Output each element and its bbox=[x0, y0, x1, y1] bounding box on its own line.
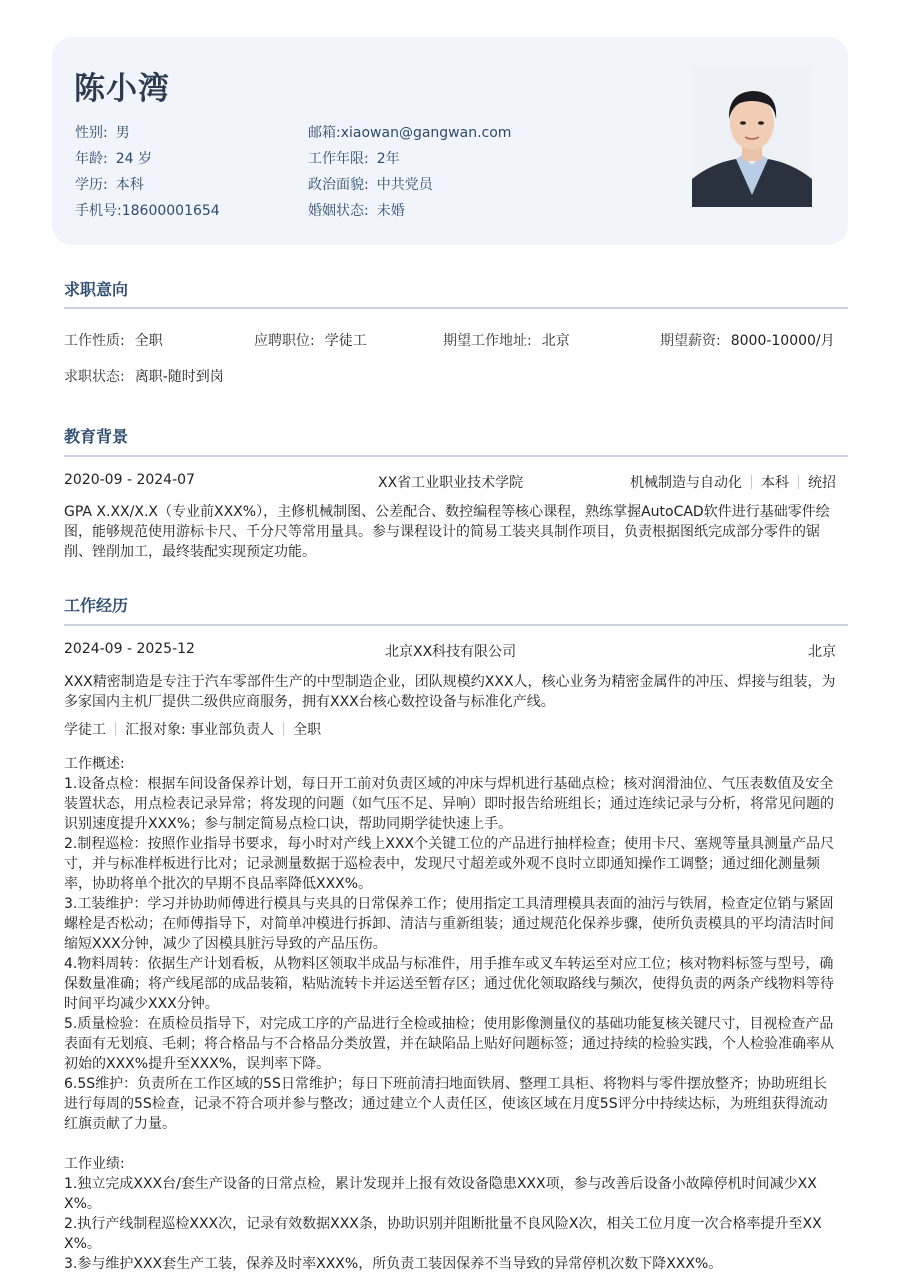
portrait-photo-icon bbox=[692, 67, 812, 207]
work-company: 北京XX科技有限公司 bbox=[385, 644, 517, 660]
marital-row bbox=[308, 200, 405, 220]
work-role-line bbox=[64, 719, 321, 739]
intent-salary-value: 8000-10000/月 bbox=[730, 333, 835, 349]
gender-label: 性别: bbox=[75, 125, 108, 141]
intent-position bbox=[254, 330, 367, 350]
intent-location-label: 期望工作地址: bbox=[443, 333, 532, 349]
section-divider bbox=[64, 307, 848, 309]
phone-label: 手机号: bbox=[75, 203, 122, 219]
email-label: 邮箱: bbox=[308, 125, 341, 141]
separator bbox=[798, 475, 799, 489]
overview-label: 工作概述: bbox=[64, 756, 125, 772]
section-title-intent: 求职意向 bbox=[64, 280, 129, 299]
separator bbox=[115, 722, 116, 736]
education-school: XX省工业职业技术学院 bbox=[378, 475, 524, 491]
education-degree: 本科 bbox=[761, 475, 789, 491]
email-row bbox=[308, 122, 511, 142]
education-value: 本科 bbox=[115, 177, 144, 193]
work-report: 汇报对象: 事业部负责人 bbox=[125, 722, 275, 738]
intent-salary bbox=[660, 330, 835, 350]
achievement-item: 2.执行产线制程巡检XXX次，记录有效数据XXX条，协助识别并阻断批量不良风险X次，相关工位月度一次合格率提升至XXX%。 bbox=[64, 1216, 822, 1252]
age-value: 24 岁 bbox=[115, 151, 152, 167]
section-divider bbox=[64, 455, 848, 457]
work-city: 北京 bbox=[808, 644, 836, 660]
marital-label: 婚姻状态: bbox=[308, 203, 369, 219]
gender-value: 男 bbox=[115, 125, 130, 141]
intent-position-label: 应聘职位: bbox=[254, 333, 315, 349]
avatar bbox=[692, 67, 812, 207]
age-label: 年龄: bbox=[75, 151, 108, 167]
section-title-education: 教育背景 bbox=[64, 427, 129, 446]
education-details bbox=[630, 472, 836, 492]
marital-value: 未婚 bbox=[376, 203, 405, 219]
education-major: 机械制造与自动化 bbox=[630, 475, 742, 491]
political-value: 中共党员 bbox=[376, 177, 433, 193]
separator bbox=[283, 722, 284, 736]
work-period: 2024-09 - 2025-12 bbox=[64, 641, 195, 657]
profile-card bbox=[52, 37, 848, 245]
overview-item: 6.5S维护：负责所在工作区域的5S日常维护；每日下班前清扫地面铁屑、整理工具柜、将物料与零件摆放整齐；协助班组长进行每周的5S检查，记录不符合项并参与整改；通过建立个人责任区，使该区域在月度5S评分中持续达标，为班组获得流动红旗贡献了力量。 bbox=[64, 1076, 828, 1132]
achievement-item: 1.独立完成XXX台/套生产设备的日常点检，累计发现并上报有效设备隐患XXX项，参与改善后设备小故障停机时间减少XXX%。 bbox=[64, 1176, 817, 1212]
section-divider bbox=[64, 624, 848, 626]
intent-position-value: 学徒工 bbox=[324, 333, 367, 349]
overview-item: 2.制程巡检：按照作业指导书要求，每小时对产线上XXX个关键工位的产品进行抽样检查；使用卡尺、塞规等量具测量产品尺寸，并与标准样板进行比对；记录测量数据于巡检表中，发现尺寸超差或外观不良时立即通知操作工调整；通过细化测量频率，协助将单个批次的早期不良品率降低XXX%。 bbox=[64, 836, 835, 892]
overview-item: 4.物料周转：依据生产计划看板，从物料区领取半成品与标准件，用手推车或叉车转运至对应工位；核对物料标签与型号，确保数量准确；将产线尾部的成品装箱，粘贴流转卡并运送至暂存区；通过优化领取路线与频次，使得负责的两条产线物料等待时间平均减少XXX分钟。 bbox=[64, 956, 834, 1012]
years-row bbox=[308, 148, 400, 168]
work-role: 学徒工 bbox=[64, 722, 106, 738]
education-period: 2020-09 - 2024-07 bbox=[64, 472, 195, 488]
work-job-type: 全职 bbox=[293, 722, 322, 738]
political-row bbox=[308, 174, 433, 194]
intent-location bbox=[443, 330, 570, 350]
age-row bbox=[75, 148, 152, 168]
education-enroll: 统招 bbox=[808, 475, 836, 491]
company-description: XXX精密制造是专注于汽车零部件生产的中型制造企业，团队规模约XXX人，核心业务为精密金属件的冲压、焊接与组装，为多家国内主机厂提供二级供应商服务，拥有XXX台核心数控设备与标准化产线。 bbox=[64, 674, 836, 710]
overview-item: 5.质量检验：在质检员指导下，对完成工序的产品进行全检或抽检；使用影像测量仪的基础功能复核关键尺寸，目视检查产品表面有无划痕、毛刺；将合格品与不合格品分类放置，并在缺陷品上贴好问题标签；通过持续的检验实践，个人检验准确率从初始的XXX%提升至XXX%，误判率下降。 bbox=[64, 1016, 834, 1072]
overview-item: 3.工装维护：学习并协助师傅进行模具与夹具的日常保养工作；使用指定工具清理模具表面的油污与铁屑，检查定位销与紧固螺栓是否松动；在师傅指导下，对简单冲模进行拆卸、清洁与重新组装；通过规范化保养步骤，使所负责模具的平均清洁时间缩短XXX分钟，减少了因模具脏污导致的产品压伤。 bbox=[64, 896, 834, 952]
spacer bbox=[64, 1134, 840, 1154]
years-value: 2年 bbox=[376, 151, 400, 167]
work-details bbox=[64, 754, 840, 1274]
achievement-item: 3.参与维护XXX套生产工装，保养及时率XXX%，所负责工装因保养不当导致的异常停机次数下降XXX%。 bbox=[64, 1256, 723, 1272]
separator bbox=[751, 475, 752, 489]
education-description: GPA X.XX/X.X（专业前XXX%），主修机械制图、公差配合、数控编程等核心课程，熟练掌握AutoCAD软件进行基础零件绘图，能够规范使用游标卡尺、千分尺等常用量具。参与课程设计的简易工装夹具制作项目，负责根据图纸完成部分零件的锯削、锉削加工，最终装配实现预定功能。 bbox=[64, 504, 830, 560]
intent-salary-label: 期望薪资: bbox=[660, 333, 721, 349]
education-label: 学历: bbox=[75, 177, 108, 193]
education-row bbox=[75, 174, 144, 194]
intent-status-value: 离职-随时到岗 bbox=[134, 369, 224, 385]
gender-row bbox=[75, 122, 130, 142]
candidate-name: 陈小湾 bbox=[74, 71, 170, 107]
intent-type bbox=[64, 330, 163, 350]
intent-status-label: 求职状态: bbox=[64, 369, 125, 385]
intent-type-value: 全职 bbox=[134, 333, 163, 349]
achievements-label: 工作业绩: bbox=[64, 1156, 125, 1172]
phone-row bbox=[75, 200, 220, 220]
email-value[interactable]: xiaowan@gangwan.com bbox=[340, 125, 512, 141]
section-title-work: 工作经历 bbox=[64, 596, 129, 615]
intent-location-value: 北京 bbox=[541, 333, 570, 349]
overview-item: 1.设备点检：根据车间设备保养计划，每日开工前对负责区域的冲床与焊机进行基础点检；核对润滑油位、气压表数值及安全装置状态，用点检表记录异常；将发现的问题（如气压不足、异响）即时报告给班组长；通过连续记录与分析，将常见问题的识别速度提升XXX%；参与制定简易点检口诀，帮助同期学徒快速上手。 bbox=[64, 776, 834, 832]
intent-status bbox=[64, 366, 224, 386]
political-label: 政治面貌: bbox=[308, 177, 369, 193]
phone-value: 18600001654 bbox=[121, 203, 220, 219]
years-label: 工作年限: bbox=[308, 151, 369, 167]
intent-type-label: 工作性质: bbox=[64, 333, 125, 349]
